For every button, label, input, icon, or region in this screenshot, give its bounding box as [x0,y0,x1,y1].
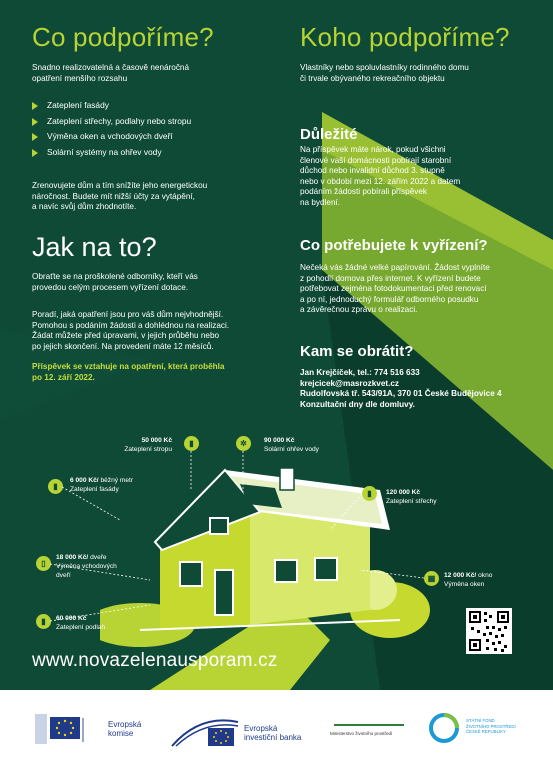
mzp-text: Ministerstvo životního prostředí [330,731,393,736]
price-amount: 50 000 Kč [141,437,172,444]
need-text [300,263,490,316]
howto-line: Poradí, jaká opatření jsou pro váš dům nejvhodnější. [32,310,224,319]
important-line: Na příspěvek máte nárok, pokud všichni [300,145,446,154]
howto-p1 [32,272,198,293]
howto-line: Obraťte se na proškolené odborníky, kteří vás [32,272,198,281]
logo-line: Evropská [244,724,278,733]
right-intro [300,63,469,84]
price-label: dveří [56,572,71,579]
door-icon: ▯ [36,556,51,571]
ek-text [108,720,141,738]
howto-p2 [32,310,229,352]
important-line: členové vaší domácnosti pobírají starobní [300,155,452,165]
howto-note-line: po 12. září 2022. [32,372,95,382]
list-item: Výměna oken a vchodových dveří [32,129,191,145]
price-unit: běžný metr [100,477,134,484]
important-line: nebo v období mezi 12. zářím 2022 a datem [300,176,461,186]
logo-line: Evropská [108,720,142,729]
logo-line: komise [108,729,134,738]
important-text [300,145,460,209]
contact-title: Kam se obrátit? [300,343,414,360]
savings-line: náročnost. Budete mít nižší účty za vytápění, [32,191,195,201]
insulation-icon: ▮ [184,436,199,451]
website-link[interactable]: www.novazelenausporam.cz [32,650,278,671]
price-amount: 18 000 Kč/ [56,554,89,561]
right-title: Koho podpoříme? [300,22,510,52]
mzp-bar [334,724,404,726]
need-line: a po ní, jednoduchý formulář odborného posudku [300,294,479,304]
left-title: Co podpoříme? [32,22,214,52]
need-title: Co potřebujete k vyřízení? [300,237,488,254]
price-amount: 90 000 Kč [264,437,295,444]
right-intro-line: Vlastníky nebo spoluvlastníky rodinného domu [300,63,469,72]
need-line: Nečeká vás žádné velké papírování. Žádost vyplníte [300,263,490,272]
howto-title: Jak na to? [32,232,157,262]
contact-address: Rudolfovská tř. 543/91A, 370 01 České Budějovice 4 [300,389,502,399]
contact-hours: Konzultační dny dle domluvy. [300,399,415,409]
contact-email[interactable]: krejcicek@masrozkvet.cz [300,378,400,388]
price-label: Výměna vchodových [56,563,117,570]
howto-line: Žádat můžete před úpravami, v jejich průběhu nebo [32,331,220,341]
logo-line: ŽIVOTNÍHO PROSTŘEDÍ [466,723,516,729]
list-item: Solární systémy na ohřev vody [32,145,191,161]
price-amount: 12 000 Kč/ [444,572,477,579]
howto-line: Pomohou s podáním žádosti a dohlédnou na realizaci. [32,320,230,330]
need-line: potřebovat zejména fotodokumentaci před renovací [300,284,487,294]
eib-logo [170,712,240,750]
price-unit: dveře [90,554,107,561]
howto-line: po jejich skončení. Na provedení máte 12 měsíců. [32,341,214,351]
roof-icon: ▮ [362,486,377,501]
price-label: Výměna oken [444,581,485,588]
price-amount: 60 000 Kč [56,615,87,622]
contact-text [300,368,502,410]
savings-line: Zrenovujete dům a tím snížíte jeho energetickou [32,181,208,190]
floor-icon: ▮ [36,614,51,629]
list-item: Zateplení střechy, podlahy nebo stropu [32,114,191,130]
logos-strip [0,690,553,768]
left-intro [32,63,189,84]
price-amount: 6 000 Kč/ [70,477,99,484]
window-icon: ▦ [424,571,439,586]
price-unit: okno [478,572,493,579]
list-item: Zateplení fasády [32,98,191,114]
logo-line: investiční banka [244,733,302,742]
solar-icon: ✲ [236,436,251,451]
savings-text [32,181,207,213]
contact-name: Jan Krejčíček, tel.: 774 516 633 [300,368,420,377]
important-title: Důležité [300,126,358,143]
need-line: a závěrečnou zprávu o realizaci. [300,305,418,315]
price-label: Zateplení střechy [386,498,437,505]
price-label: Zateplení fasády [70,486,119,493]
price-label: Zateplení stropu [124,446,172,453]
important-line: podáním žádosti pobírali příspěvek [300,187,427,197]
measures-list [32,98,191,160]
eu-commission-logo [30,712,110,750]
price-label: Zateplení podlah [56,624,106,631]
howto-note [32,362,224,383]
left-intro-line: Snadno realizovatelná a časově nenáročná [32,63,190,72]
sfzp-logo [428,712,460,744]
important-line: důchod nebo invalidní důchod 3. stupně [300,166,445,176]
facade-icon: ▮ [48,479,63,494]
sfzp-text [466,718,516,735]
price-amount: 120 000 Kč [386,489,421,496]
howto-line: provedou celým procesem vyřízení dotace. [32,282,189,292]
eib-text [244,724,301,742]
right-intro-line: či trvale obývaného rekreačního objektu [300,73,445,83]
howto-note-line: Příspěvek se vztahuje na opatření, která proběhla [32,362,225,371]
logo-line: ČESKÉ REPUBLIKY [466,729,506,734]
left-intro-line: opatření menšího rozsahu [32,73,128,83]
important-line: na bydlení. [300,197,341,207]
logo-line: STÁTNÍ FOND [466,718,495,723]
need-line: z pohodlí domova přes internet. K vyřízení budete [300,273,481,283]
qr-code[interactable] [466,608,512,654]
price-label: Solární ohřev vody [264,446,319,453]
savings-line: a navíc svůj dům zhodnotíte. [32,202,137,212]
